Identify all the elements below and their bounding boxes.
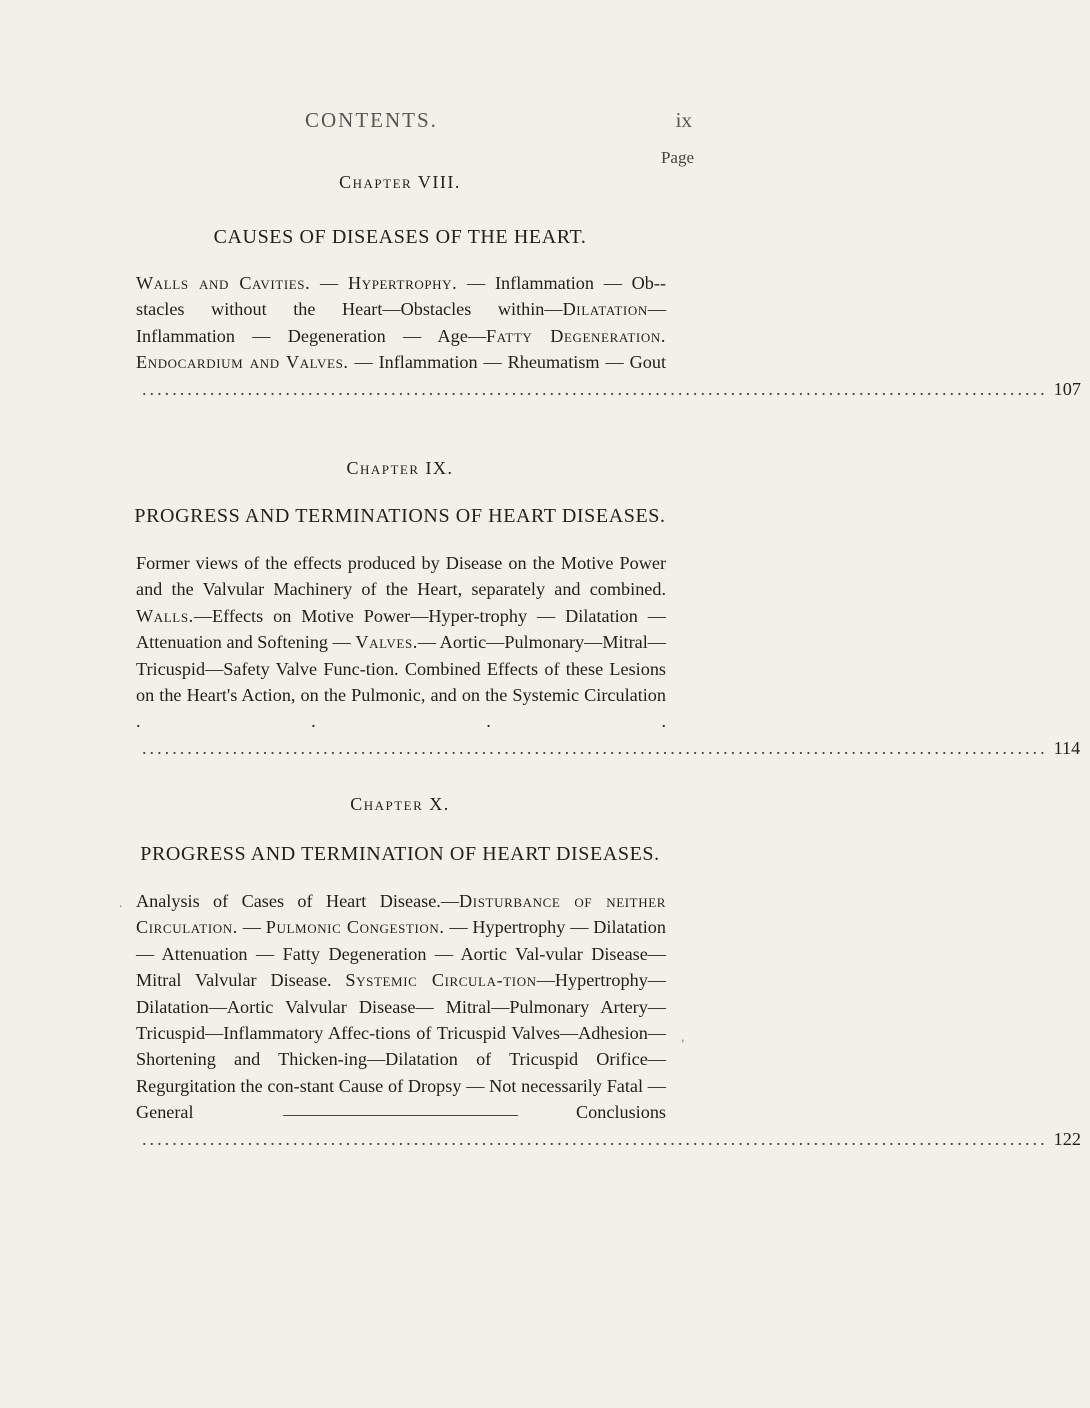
summary-segment: —Effects on Motive Power—Hyper-trophy — Dilatation — Attenuation and Softening — [136, 605, 666, 653]
chapter-title: PROGRESS AND TERMINATION OF HEART DISEASES. [140, 843, 660, 865]
summary-segment: Former views of the effects produced by Disease on the Motive Power and the Valvular Machinery of the Heart, separately and combined. [136, 553, 666, 600]
small-caps-heading: Dilatation [562, 299, 648, 320]
page-reference-line [136, 376, 1081, 402]
summary-segment: —Hypertrophy—Dilatation—Aortic Valvular Disease— Mitral—Pulmonary Artery—Tricuspid—Inflammatory Affec-tions of Tricuspid Valves—Adhesion—Shortening and Thicken-ing—Dilatation of Tricuspid Orifice—Regurgitation the con-stant Cause of Dropsy — Not necessarily Fatal — General Conclusions [136, 970, 666, 1123]
small-caps-heading: Fatty Degeneration. [486, 325, 666, 346]
small-caps-heading: Valves. [355, 632, 418, 653]
chapter-title: CAUSES OF DISEASES OF THE HEART. [213, 226, 587, 248]
page-reference-line [136, 735, 1081, 761]
small-caps-heading: Hypertrophy. [347, 273, 458, 293]
margin-mark: , [681, 1030, 685, 1045]
dot-leader: ........................................................................................................................ [142, 378, 1048, 399]
chapter-summary-text [136, 888, 1081, 1152]
page-reference-line [136, 1126, 1081, 1152]
small-caps-heading: Disturbance of neither Circulation. [136, 891, 667, 938]
chapter-title: PROGRESS AND TERMINATIONS OF HEART DISEASES. [134, 505, 666, 527]
running-head-title: CONTENTS. [305, 108, 438, 132]
chapter-summary-text [136, 550, 1081, 761]
chapter-10-title-block [0, 843, 800, 866]
page-reference: 107 [1053, 378, 1081, 399]
closing-rule [283, 1115, 518, 1116]
summary-segment: — Inflammation — Rheumatism — Gout [348, 352, 666, 373]
chapter-9-heading [0, 458, 800, 479]
summary-segment: — [237, 917, 266, 938]
chapter-10-heading [0, 794, 800, 815]
chapter-number: Chapter IX. [346, 458, 454, 478]
small-caps-heading: Pulmonic Congestion. [265, 917, 445, 938]
small-caps-heading: Endocardium and Valves. [136, 352, 349, 373]
dot-leader: ........................................................................................................................ [142, 737, 1048, 758]
chapter-summary-text [136, 270, 1081, 402]
chapter-9-title-block [0, 505, 800, 528]
page-column-label: Page [660, 148, 694, 167]
small-caps-heading: Walls. [136, 605, 194, 626]
summary-segment: — Inflammation — Degeneration — Age— [136, 299, 666, 346]
chapter-8-title-block [0, 226, 800, 249]
dot-leader: ........................................................................................................................ [142, 1128, 1048, 1149]
summary-segment: — Inflammation — Ob-stacles without the Heart—Obstacles within— [136, 273, 667, 320]
summary-segment: Analysis of Cases of Heart Disease.— [136, 891, 460, 911]
summary-segment: — Hypertrophy — Dilatation — Attenuation — Fatty Degeneration — Aortic Val-vular Disease—Mitral Valvular Disease. [136, 917, 666, 991]
small-caps-heading: Walls and Cavities. [136, 273, 311, 293]
running-head-page-number: ix [675, 108, 692, 132]
chapter-10-summary [136, 888, 1081, 1152]
summary-segment: — [310, 273, 348, 293]
chapter-8-heading [0, 172, 800, 193]
chapter-number: Chapter VIII. [339, 172, 461, 192]
small-caps-heading: Systemic Circula-tion [345, 970, 537, 991]
page-reference: 122 [1053, 1128, 1081, 1149]
running-head [0, 108, 800, 136]
summary-segment: — Aortic—Pulmonary—Mitral—Tricuspid—Safety Valve Func-tion. Combined Effects of these Lesions on the Heart's Action, on the Pulmonic, and on the Systemic Circulation . . . . [136, 632, 666, 732]
margin-mark: . [119, 896, 123, 911]
chapter-9-summary [136, 550, 1081, 761]
chapter-8-summary [136, 270, 1081, 402]
chapter-number: Chapter X. [350, 794, 450, 814]
page-reference: 114 [1053, 737, 1081, 758]
